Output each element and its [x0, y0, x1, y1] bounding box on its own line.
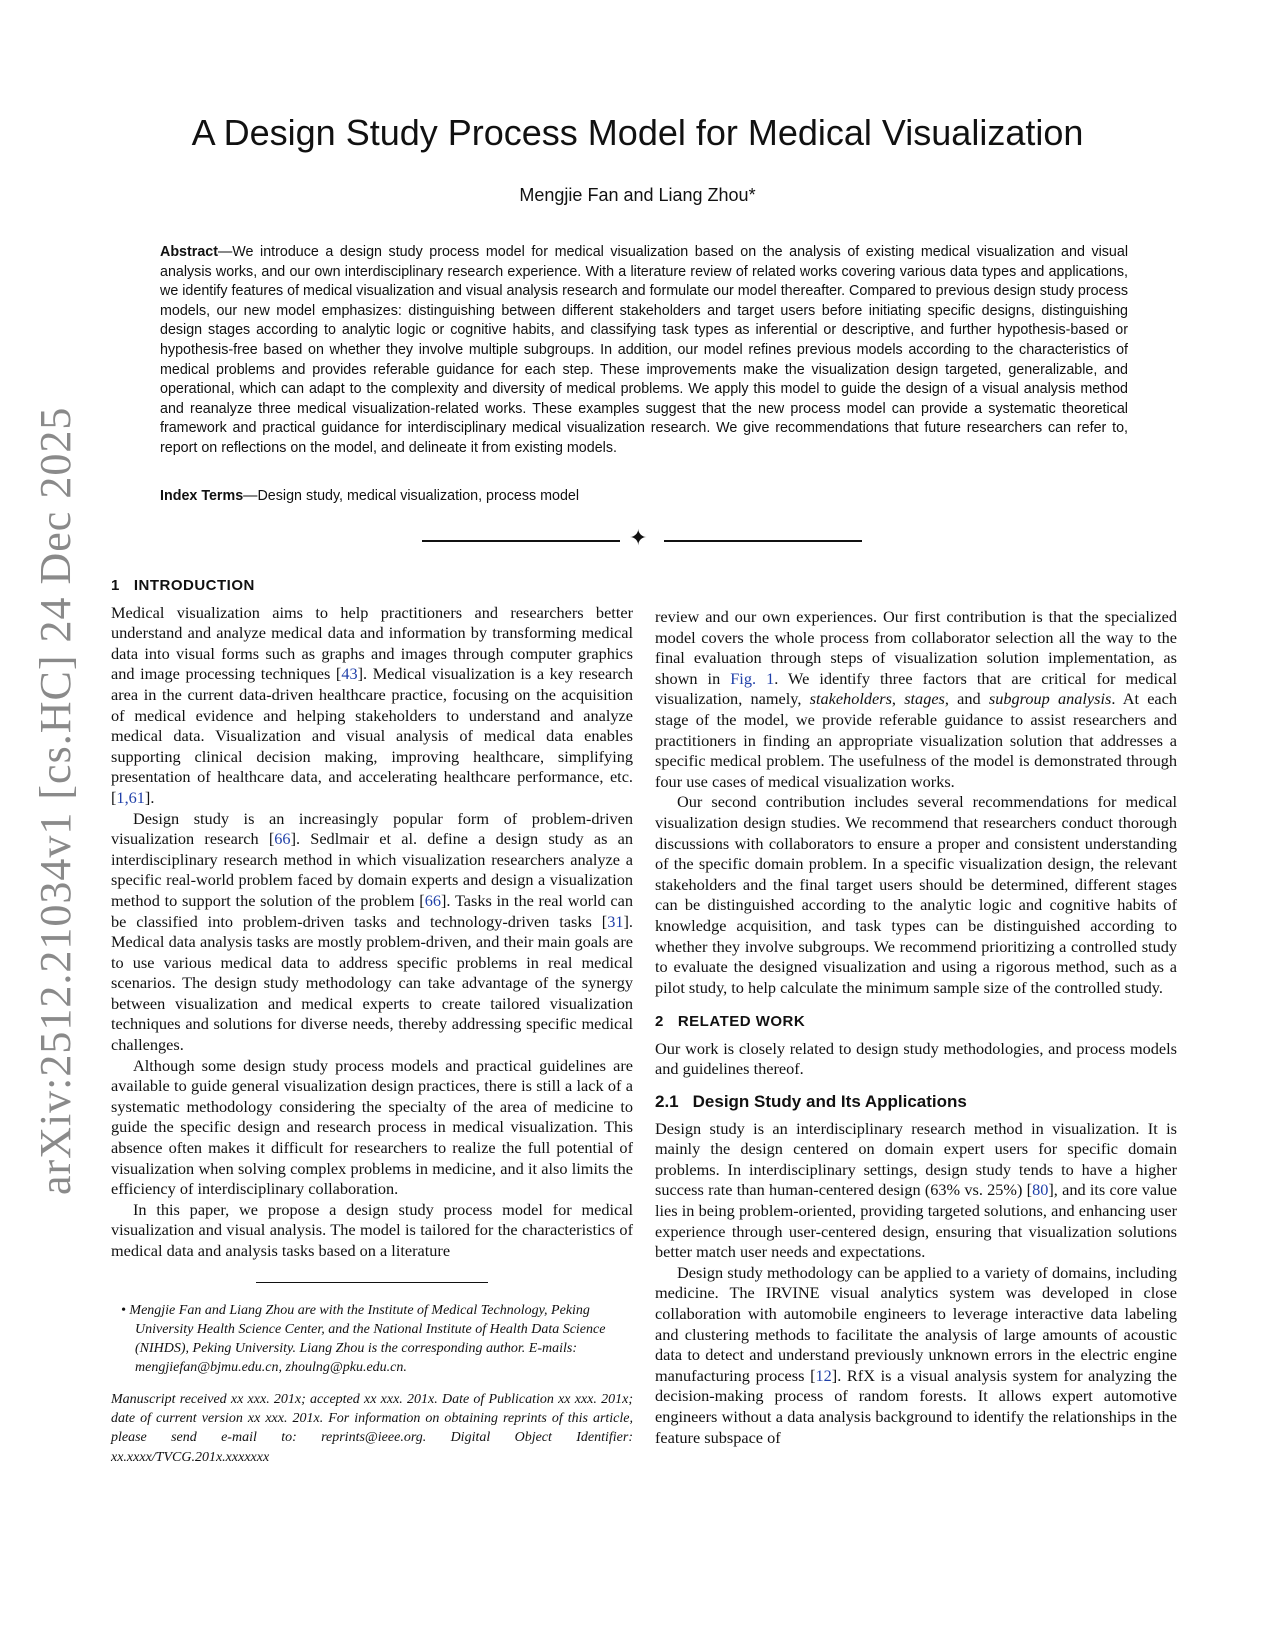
intro-paragraph-3: Although some design study process models and practical guidelines are available to guide general visualization design practices, there is still a lack of a systematic methodology considering the specialty of the area of medicine to guide the specific design and research process in medical visualization. This absence often makes it difficult for researchers to realize the full potential of visualization when solving complex problems in medicine, and it also limits the efficiency of interdisciplinary collaboration.: [111, 1055, 633, 1199]
intro-paragraph-1: [111, 603, 633, 809]
intro-paragraph-5: [655, 607, 1177, 792]
text-run: ]. Tasks in the real world can be classified into problem-driven tasks and technology-driven tasks [: [111, 890, 634, 931]
text-run: , and: [944, 689, 989, 709]
text-run: ]. Medical visualization is a key research area in the current data-driven healthcare practice, focusing on the acquisition of medical evidence and helping stakeholders to understand and analyze medical data. Visualization and visual analysis of medical data enables supporting clinical decision making, improving healthcare, simplifying presentation of healthcare data, and accelerating healthcare performance, etc. [: [111, 664, 633, 807]
section-number: 1: [111, 577, 120, 594]
text-run: Design study is an increasingly popular form of problem-driven visualization research [: [111, 808, 633, 849]
section-heading-related-work: [655, 1012, 1177, 1033]
citation-link[interactable]: 1,61: [116, 787, 145, 807]
section-divider: [422, 526, 862, 551]
subsection-title: Design Study and Its Applications: [692, 1092, 967, 1112]
arxiv-stamp: arXiv:2512.21034v1 [cs.HC] 24 Dec 2025: [31, 406, 80, 1195]
italic-term: stages: [904, 689, 945, 709]
index-terms: [160, 488, 1128, 504]
footnote-rule: [256, 1282, 488, 1283]
text-run: ], and its core value lies in being problem-oriented, providing targeted solutions, and enhancing user experience through user-centered design, ensuring that visualization solutions better match user needs and expectations.: [655, 1180, 1178, 1262]
divider-star-icon: ✦: [629, 526, 648, 551]
text-run: . At each stage of the model, we provide referable guidance to assist researchers and practitioners in finding an appropriate visualization solution that addresses a specific medical problem. The usefulness of the model is demonstrated through four use cases of medical visualization works.: [655, 689, 1178, 791]
italic-term: subgroup analysis: [988, 689, 1112, 709]
citation-link[interactable]: 31: [607, 911, 624, 931]
text-run: ]. Sedlmair et al. define a design study as an interdisciplinary research method in which visualization researchers analyze a specific real-world problem faced by domain experts and design a visualization method to support the solution of the problem [: [111, 829, 633, 910]
citation-link[interactable]: 12: [815, 1365, 832, 1385]
subsection-number: 2.1: [655, 1092, 679, 1112]
citation-link[interactable]: 66: [424, 890, 442, 910]
author-footnote: • Mengjie Fan and Liang Zhou are with the Institute of Medical Technology, Peking University Health Science Center, and the National Institute of Health Data Science (NIHDS), Peking University. Liang Zhou is the corresponding author. E-mails: mengjiefan@bjmu.edu.cn, zhoulng@pku.edu.cn.: [121, 1302, 606, 1376]
subsection-heading-design-study: [655, 1092, 1177, 1113]
paper-title: A Design Study Process Model for Medical Visualization: [191, 112, 1084, 153]
intro-paragraph-6: Our second contribution includes several recommendations for medical visualization design studies. We recommend that researchers conduct thorough discussions with collaborators to ensure a proper and consistent understanding of the specific domain problem. In a specific visualization design, the relevant stakeholders and the final target users should be determined, different stages can be distinguished according to the analytic logic and cognitive habits of knowledge acquisition, and task types can be distinguished according to whether they involve subgroups. We recommend prioritizing a controlled study to evaluate the designed visualization and using a rigorous method, such as a pilot study, to help calculate the minimum sample size of the controlled study.: [655, 792, 1177, 997]
left-column: [111, 576, 633, 1467]
text-run: review and our own experiences. Our first contribution is that the specialized model covers the whole process from collaborator selection all the way to the final evaluation through steps of visualization solution implementation, as shown in: [655, 607, 1177, 688]
paper-authors: Mengjie Fan and Liang Zhou*: [519, 185, 756, 205]
section-heading-introduction: [111, 576, 633, 597]
text-run: Medical visualization aims to help practitioners and researchers better understand and analyze medical data and information by transforming medical data into visual forms such as graphs and images through computer graphics and image processing techniques [: [111, 602, 633, 684]
figure-link[interactable]: Fig. 1: [730, 668, 775, 688]
text-run: ].: [144, 787, 155, 807]
text-run: . We identify three factors that are critical for medical visualization, namely,: [655, 668, 1178, 709]
design-study-paragraph-2: [655, 1263, 1177, 1448]
citation-link[interactable]: 80: [1032, 1180, 1049, 1200]
divider-line-right: [664, 540, 862, 542]
text-run: ]. RfX is a visual analysis system for analyzing the decision-making process of random forests. It allows expert automotive engineers without a data analysis background to identify the relationships in the feature subspace of: [655, 1365, 1178, 1447]
text-run: Design study is an interdisciplinary research method in visualization. It is mainly the design centered on domain expert users for specific domain problems. In interdisciplinary settings, design study tends to have a higher success rate than human-centered design (63% vs. 25%) [: [655, 1118, 1177, 1200]
text-run: ]. Medical data analysis tasks are mostly problem-driven, and their main goals are to use various medical data to address specific problems in real medical scenarios. The design study methodology can take advantage of the synergy between visualization and medical experts to create tailored visualization techniques and solutions for diverse needs, thereby addressing specific medical challenges.: [111, 911, 633, 1055]
abstract-text: —We introduce a design study process model for medical visualization based on the analysis of existing medical visualization and visual analysis works, and our own interdisciplinary research experience. With a literature review of related works covering various data types and applications, we identify features of medical visualization and visual analysis research and formulate our model thereafter. Compared to previous design study process models, our new model emphasizes: distinguishing between different stakeholders and target users before initiating specific designs, distinguishing design stages according to analytic logic or cognitive habits, and classifying task types as inferential or descriptive, and further hypothesis-based or hypothesis-free based on whether they involve multiple subgroups. In addition, our model refines previous models according to the characteristics of medical problems and provides referable guidance for each step. These improvements make the visualization design targeted, generalizable, and operational, which can adapt to the complexity and diversity of medical problems. We apply this model to guide the design of a visual analysis method and reanalyze three medical visualization-related works. These examples suggest that the new process model can provide a systematic theoretical framework and practical guidance for interdisciplinary medical visualization research. We give recommendations that future researchers can refer to, report on reflections on the model, and delineate it from existing models.: [160, 244, 1128, 456]
design-study-paragraph-1: [655, 1119, 1177, 1263]
intro-paragraph-4: In this paper, we propose a design study process model for medical visualization and visual analysis. The model is tailored for the characteristics of medical data and analysis tasks based on a literature: [111, 1199, 633, 1260]
intro-paragraph-2: [111, 809, 633, 1056]
divider-line-left: [422, 540, 620, 542]
related-work-paragraph: Our work is closely related to design study methodologies, and process models and guidelines thereof.: [655, 1038, 1177, 1079]
section-number: 2: [655, 1013, 664, 1031]
abstract: [160, 243, 1128, 459]
text-run: Design study methodology can be applied to a variety of domains, including medicine. The IRVINE visual analytics system was developed in close collaboration with automobile engineers to leverage interactive data labeling and clustering methods to facilitate the analysis of large amounts of acoustic data to detect and understand previously unknown errors in the electric engine manufacturing process [: [655, 1262, 1177, 1385]
right-column: [655, 607, 1177, 1448]
abstract-label: Abstract: [160, 244, 218, 260]
index-terms-label: Index Terms: [160, 488, 244, 504]
italic-term: stakeholders: [809, 689, 892, 709]
section-title: RELATED WORK: [677, 1013, 806, 1031]
section-title: INTRODUCTION: [133, 577, 255, 594]
index-terms-text: —Design study, medical visualization, process model: [243, 488, 580, 504]
text-run: ,: [891, 689, 905, 709]
citation-link[interactable]: 43: [341, 664, 358, 684]
citation-link[interactable]: 66: [274, 829, 291, 849]
manuscript-footnote: Manuscript received xx xxx. 201x; accepted xx xxx. 201x. Date of Publication xx xxx. 201x; date of current version xx xxx. 201x. For information on obtaining reprints of this article, please send e-mail to: reprints@ieee.org. Digital Object Identifier: xx.xxxx/TVCG.201x.xxxxxxx: [111, 1391, 633, 1465]
